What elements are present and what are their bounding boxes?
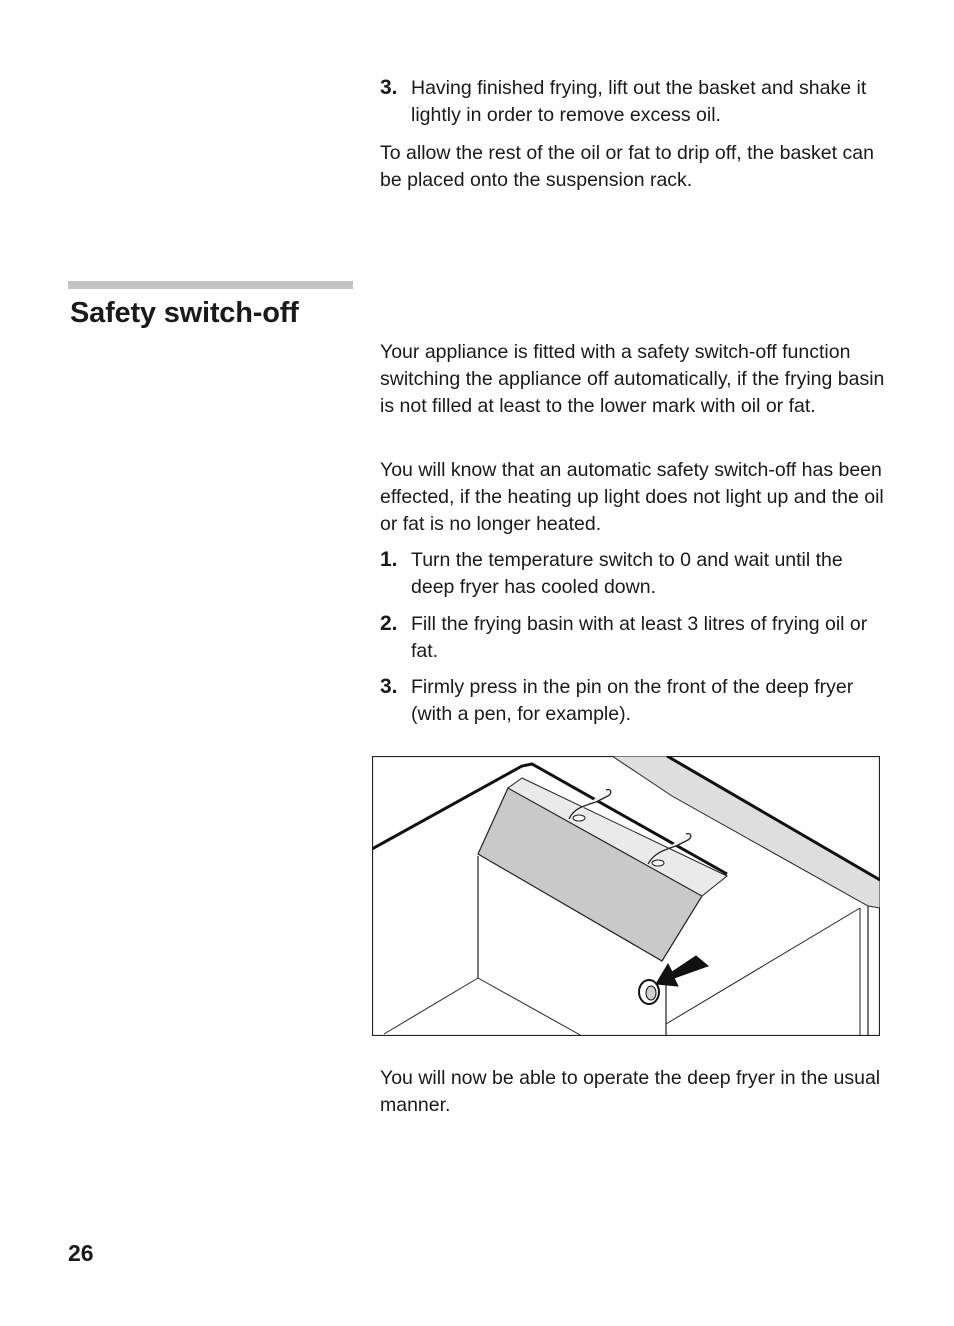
step-text: Turn the temperature switch to 0 and wait until the deep fryer has cooled down. (411, 549, 843, 598)
section-step-3 (380, 674, 890, 728)
closing-paragraph: You will now be able to operate the deep fryer in the usual manner. (380, 1067, 881, 1116)
step-text: Fill the frying basin with at least 3 litres of frying oil or fat. (411, 613, 868, 662)
deep-fryer-illustration (372, 756, 880, 1036)
drip-note: To allow the rest of the oil or fat to drip off, the basket can be placed onto the suspension rack. (380, 142, 874, 191)
section-step-2 (380, 611, 890, 665)
step-number: 2. (380, 612, 398, 635)
section-title: Safety switch-off (70, 297, 299, 329)
page-number: 26 (68, 1240, 94, 1266)
step-number: 3. (380, 675, 398, 698)
step-text: Firmly press in the pin on the front of the deep fryer (with a pen, for example). (411, 676, 854, 725)
top-step-3 (380, 75, 890, 129)
section-rule (68, 281, 353, 289)
step-text: Having finished frying, lift out the basket and shake it lightly in order to remove excess oil. (411, 77, 867, 126)
step-number: 1. (380, 548, 398, 571)
step-number: 3. (380, 76, 398, 99)
intro-paragraph-2: You will know that an automatic safety switch-off has been effected, if the heating up light does not light up and the oil or fat is no longer heated. (380, 459, 884, 535)
section-step-1 (380, 547, 890, 601)
intro-paragraph-1: Your appliance is fitted with a safety switch-off function switching the appliance off automatically, if the frying basin is not filled at least to the lower mark with oil or fat. (380, 341, 885, 417)
